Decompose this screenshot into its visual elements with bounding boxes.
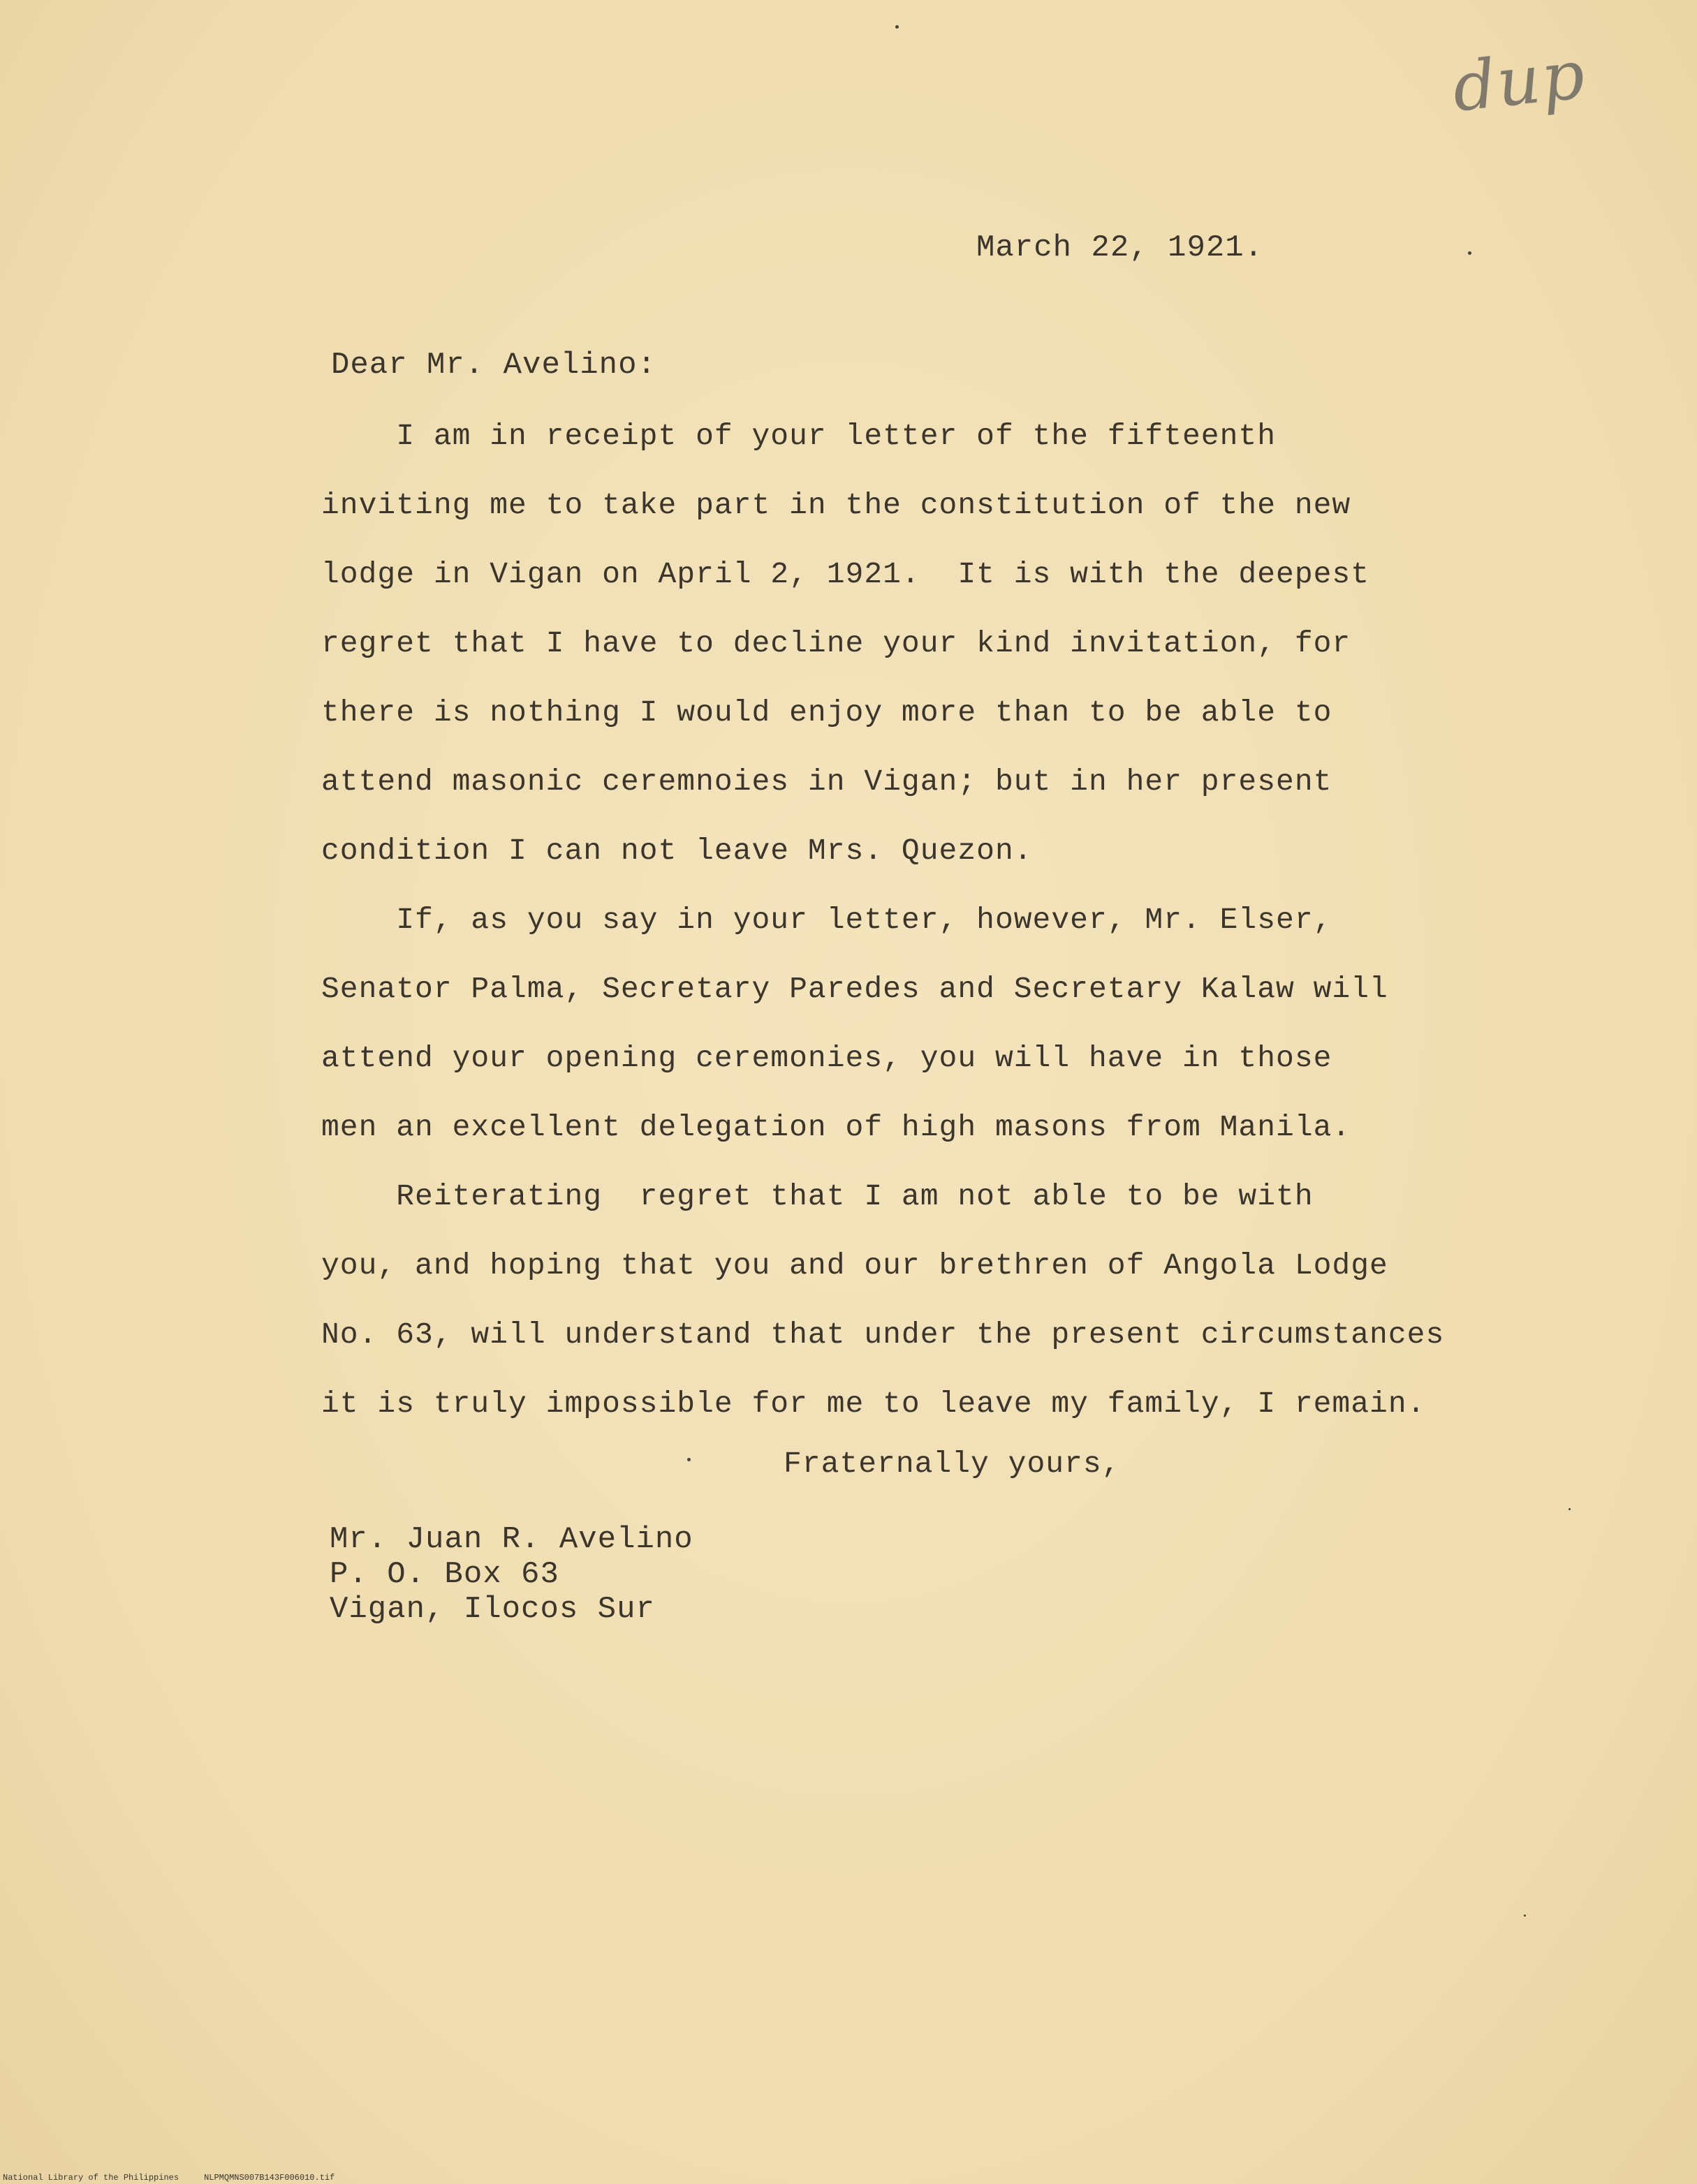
body-line: I am in receipt of your letter of the fifteenth [321,419,1277,453]
address-name: Mr. Juan R. Avelino [330,1522,693,1557]
paper-speck [687,1458,691,1461]
address-city: Vigan, Ilocos Sur [330,1592,655,1627]
body-line: lodge in Vigan on April 2, 1921. It is with the deepest [321,557,1370,591]
body-line: inviting me to take part in the constitution of the new [321,488,1351,522]
complimentary-close: Fraternally yours, [784,1447,1121,1481]
body-line: attend your opening ceremonies, you will have in those [321,1041,1332,1075]
body-line: No. 63, will understand that under the present circumstances [321,1318,1445,1352]
paragraph-2 [321,885,1411,1162]
body-line: If, as you say in your letter, however, Mr. Elser, [321,903,1332,937]
salutation: Dear Mr. Avelino: [331,348,656,383]
address-box: P. O. Box 63 [330,1557,559,1592]
paper-speck [1468,251,1471,255]
body-line: Reiterating regret that I am not able to be with [321,1179,1314,1213]
body-line: men an excellent delegation of high masons from Manila. [321,1110,1351,1144]
body-line: Senator Palma, Secretary Paredes and Secretary Kalaw will [321,972,1388,1006]
paper-speck [895,25,899,29]
body-line: there is nothing I would enjoy more than to be able to [321,695,1332,730]
footer-filename: NLPMQMNS007B143F006010.tif [204,2173,335,2183]
body-line: condition I can not leave Mrs. Quezon. [321,834,1033,868]
archive-footer [3,2173,335,2183]
paragraph-1 [321,401,1411,885]
body-line: regret that I have to decline your kind invitation, for [321,626,1351,661]
body-line: you, and hoping that you and our brethren of Angola Lodge [321,1248,1388,1283]
paragraph-3 [321,1162,1445,1438]
handwritten-annotation: dup [1448,35,1590,127]
letter-body [321,401,1445,1438]
body-line: attend masonic ceremnoies in Vigan; but in her present [321,765,1332,799]
paper-speck [1569,1508,1571,1510]
footer-source: National Library of the Philippines [3,2173,179,2183]
recipient-address [330,1522,693,1627]
paper-speck [1524,1914,1526,1917]
letter-date: March 22, 1921. [976,230,1264,265]
body-line: it is truly impossible for me to leave my family, I remain. [321,1387,1426,1421]
